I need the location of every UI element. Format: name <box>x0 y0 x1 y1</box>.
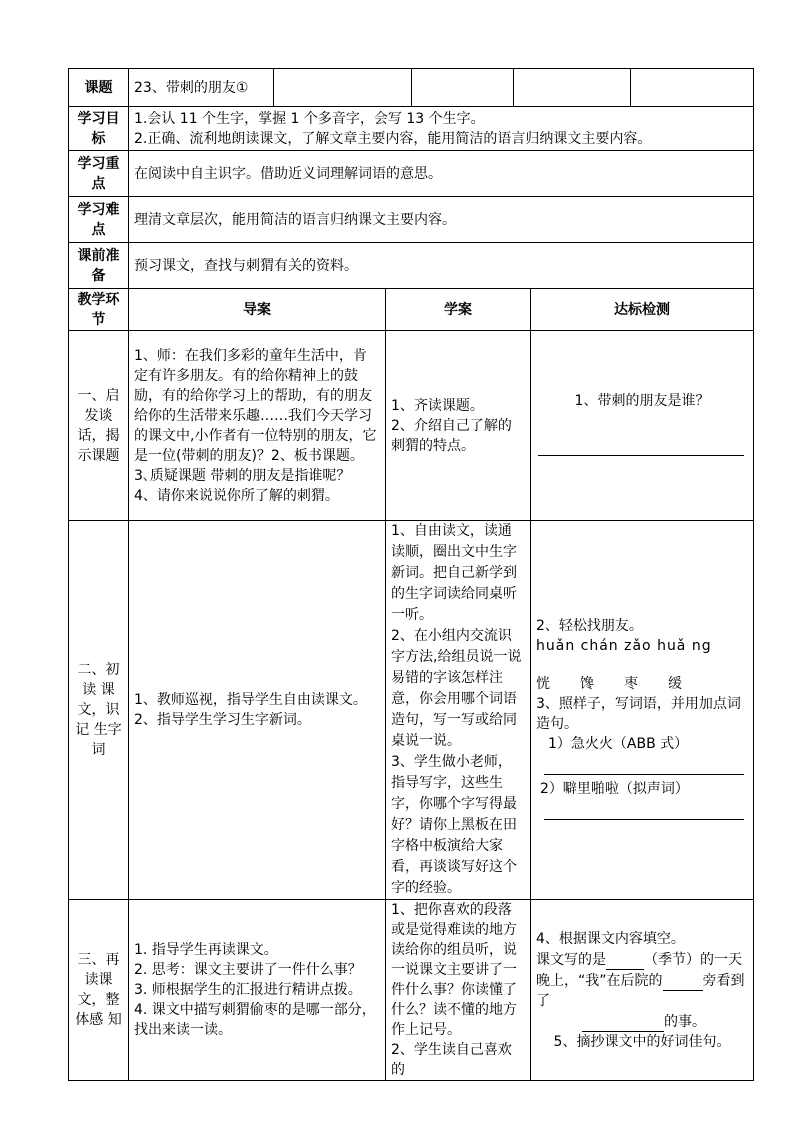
topic-row <box>69 69 754 107</box>
stage-2-check-characters <box>536 674 748 694</box>
stage-2-check-q3a-blank[interactable] <box>544 756 744 775</box>
fill-text-2: （季节）的一天晚上，“我”在后院的 <box>536 951 742 989</box>
stage-2-check-q3b: 2）噼里啪啦（拟声词） <box>540 781 689 797</box>
stage-2-check-q2: 2、轻松找朋友。 <box>536 618 643 634</box>
stage-1-guide-line-1: 1、师：在我们多彩的童年生活中，肯定有许多朋友。有的给你精神上的鼓励，有的给你学习上的帮助，有的朋友给你的生活带来乐趣……我们今天学习的课文中,小作者有一位特别的朋友，它是一位(带刺的朋友)？2、板书课题。 <box>134 348 377 464</box>
character-4: 缓 <box>668 676 682 692</box>
column-header-row <box>69 289 754 331</box>
stage-column-header: 教学环节 <box>69 289 129 331</box>
topic-empty-cell-1 <box>274 69 412 107</box>
stage-1-check-question: 1、带刺的朋友是谁？ <box>574 393 710 409</box>
keypoints-content: 在阅读中自主识字。借助近义词理解词语的意思。 <box>129 151 754 197</box>
stage-1-check <box>531 331 754 521</box>
objectives-content <box>129 107 754 151</box>
fill-text-1: 课文写的是 <box>536 951 606 968</box>
stage-3-study-line-1: 1、把你喜欢的段落或是觉得难读的地方读给你的组员听，说一说课文主要讲了一件什么事？你读懂了什么？读不懂的地方作上记号。 <box>391 902 517 1038</box>
stage-3-guide-line-2: 2. 思考：课文主要讲了一件什么事？ <box>134 962 362 978</box>
stage-2-guide-line-1: 1、教师巡视，指导学生自由读课文。 <box>134 692 367 708</box>
stage-2-check-q3: 3、照样子，写词语，并用加点词造句。 <box>536 696 741 732</box>
stage-row-1 <box>69 331 754 521</box>
check-column-header: 达标检测 <box>531 289 754 331</box>
stage-1-check-answer-blank[interactable] <box>538 437 744 456</box>
character-1: 恍 <box>536 676 550 692</box>
stage-3-study-line-2: 2、学生读自己喜欢的 <box>391 1042 512 1078</box>
stage-3-guide-line-1: 1. 指导学生再读课文。 <box>134 942 278 958</box>
stage-1-guide-line-2: 3､质疑课题 带刺的朋友是指谁呢？ <box>134 468 351 484</box>
stage-2-study-line-3: 3、学生做小老师，指导写字，这些生字，你哪个字写得最好？请你上黑板在田字格中板演给大家看，再谈谈写好这个字的经验。 <box>391 754 517 896</box>
stage-2-study-line-2: 2、在小组内交流识字方法,给组员说一说易错的字该怎样注意，你会用哪个词语造句，写一写或给同桌说一说。 <box>391 628 522 749</box>
event-blank[interactable] <box>582 1011 664 1032</box>
stage-3-guide-line-4: 4. 课文中描写刺猬偷枣的是哪一部分，找出来读一读。 <box>134 1002 376 1038</box>
preparation-row <box>69 243 754 289</box>
lesson-plan-table <box>68 68 754 1081</box>
stage-3-study <box>386 900 531 1081</box>
stage-2-check-q3b-blank[interactable] <box>544 801 744 820</box>
stage-2-check-q3a: 1）急火火（ABB 式） <box>548 736 689 752</box>
preparation-label: 课前准备 <box>69 243 129 289</box>
character-3: 枣 <box>624 676 638 692</box>
stage-2-check-pinyin: huǎn chán zǎo huǎ ng <box>536 638 712 654</box>
topic-empty-cell-3 <box>514 69 631 107</box>
stage-row-3 <box>69 900 754 1081</box>
stage-3-name: 三、再 读课 文，整 体感 知 <box>69 900 129 1081</box>
stage-1-study-line-2: 2、介绍自己了解的刺猬的特点。 <box>391 417 512 454</box>
stage-2-guide-line-2: 2、指导学生学习生字新词。 <box>134 712 311 728</box>
stage-2-guide <box>129 521 386 900</box>
season-blank[interactable] <box>606 949 644 970</box>
objectives-line-1: 1.会认 11 个生字，掌握 1 个多音字，会写 13 个生字。 <box>134 110 485 127</box>
difficulties-label: 学习难点 <box>69 197 129 243</box>
stage-1-study-line-1: 1、齐读课题。 <box>391 397 484 414</box>
topic-empty-cell-2 <box>412 69 514 107</box>
difficulties-row <box>69 197 754 243</box>
stage-3-check <box>531 900 754 1081</box>
lesson-plan-sheet <box>68 68 745 1081</box>
guide-column-header: 导案 <box>129 289 386 331</box>
stage-3-guide <box>129 900 386 1081</box>
objectives-line-2: 2.正确、流利地朗读课文，了解文章主要内容，能用简洁的语言归纳课文主要内容。 <box>134 130 652 147</box>
stage-2-study-line-1: 1、自由读文，读通读顺，圈出文中生字新词。把自己新学到的生字词读给同桌听一听。 <box>391 523 517 623</box>
keypoints-label: 学习重点 <box>69 151 129 197</box>
stage-3-check-q4: 4、根据课文内容填空。 <box>536 930 685 947</box>
study-column-header: 学案 <box>386 289 531 331</box>
topic-empty-cell-4 <box>631 69 754 107</box>
keypoints-row <box>69 151 754 197</box>
stage-2-name: 二、初读 课文，识 记 生字词 <box>69 521 129 900</box>
place-blank[interactable] <box>663 970 703 991</box>
objectives-row <box>69 107 754 151</box>
stage-3-check-fill-sentence <box>536 949 748 1032</box>
stage-1-name: 一、启发谈话，揭 示课题 <box>69 331 129 521</box>
topic-label: 课题 <box>69 69 129 107</box>
preparation-content: 预习课文，查找与刺猬有关的资料。 <box>129 243 754 289</box>
difficulties-content: 理清文章层次，能用简洁的语言归纳课文主要内容。 <box>129 197 754 243</box>
stage-2-check <box>531 521 754 900</box>
stage-3-check-q5: 5、摘抄课文中的好词佳句。 <box>553 1033 731 1050</box>
stage-1-study <box>386 331 531 521</box>
character-2: 馋 <box>580 676 594 692</box>
fill-text-3: 旁看到了 <box>536 972 745 1009</box>
stage-3-guide-line-3: 3. 师根据学生的汇报进行精讲点拨。 <box>134 982 362 998</box>
stage-1-guide <box>129 331 386 521</box>
stage-1-guide-line-3: 4、请你来说说你所了解的刺猬。 <box>134 488 339 504</box>
stage-2-study <box>386 521 531 900</box>
stage-row-2 <box>69 521 754 900</box>
fill-text-4: 的事。 <box>664 1013 706 1030</box>
topic-value: 23、带刺的朋友① <box>129 69 274 107</box>
objectives-label: 学习目标 <box>69 107 129 151</box>
